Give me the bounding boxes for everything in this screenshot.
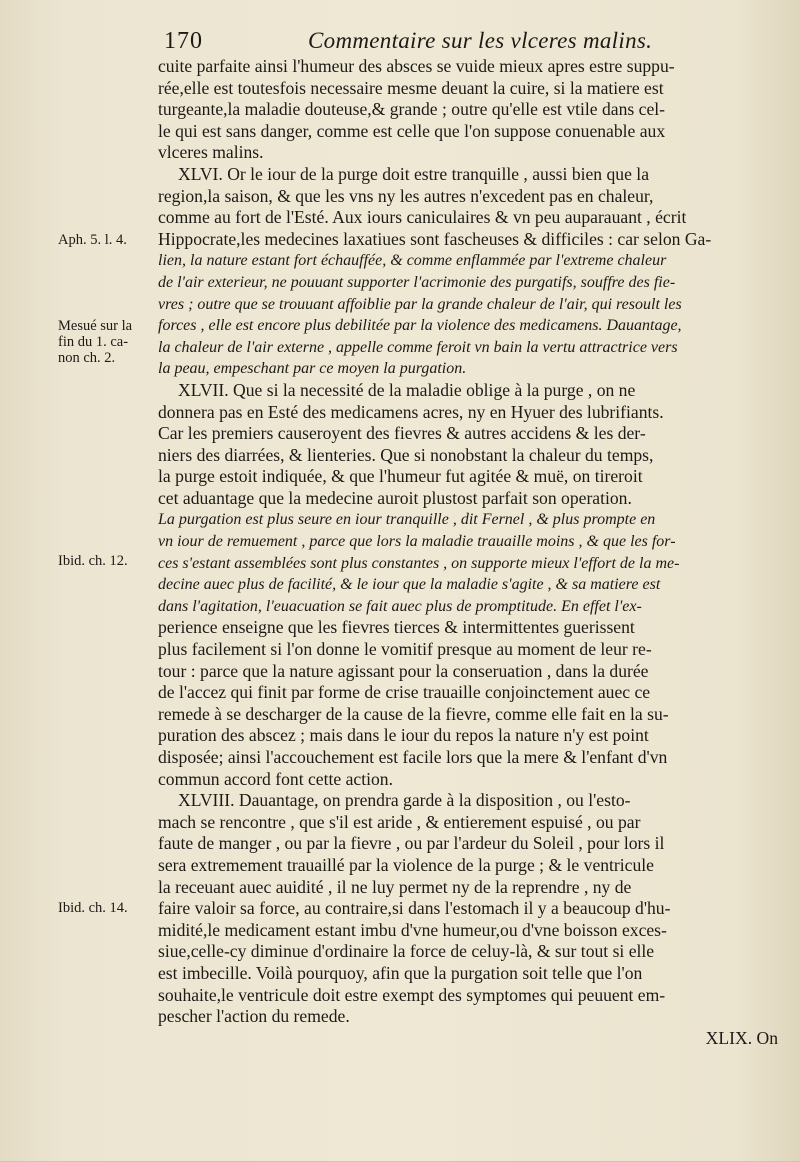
text-line: donnera pas en Esté des medicamens acres, ny en Hyuer des lubrifiants.	[158, 401, 664, 422]
section-heading-line: XLVII. Que si la necessité de la maladie oblige à la purge , on ne	[178, 379, 636, 400]
text-line: la receuant auec auidité , il ne luy permet ny de la reprendre , ny de	[158, 876, 632, 897]
text-line: commun accord font cette action.	[158, 768, 393, 789]
section-heading-line: XLVI. Or le iour de la purge doit estre tranquille , aussi bien que la	[178, 163, 650, 184]
margin-note-aphorism: Aph. 5. l. 4.	[58, 232, 127, 248]
quote-line: vn iour de remuement , parce que lors la maladie trauaille moins , & que les for-	[158, 533, 676, 551]
text-line: comme au fort de l'Esté. Aux iours caniculaires & vn peu auparauant , écrit	[158, 207, 687, 228]
text-line: faute de manger , ou par la fievre , ou par l'ardeur du Soleil , pour lors il	[158, 833, 665, 854]
quote-line: la chaleur de l'air externe , appelle comme feroit vn bain la vertu attractrice vers	[158, 338, 678, 356]
text-line: la purge estoit indiquée, & que l'humeur fut agitée & muë, on tireroit	[158, 466, 643, 487]
text-line: midité,le medicament estant imbu d'vne humeur,ou d'vne boisson exces-	[158, 919, 667, 940]
text-line: sera extremement trauaillé par la violence de la purge ; & le ventricule	[158, 854, 654, 875]
quote-line: dans l'agitation, l'euacuation se fait auec plus de promptitude. En effet l'ex-	[158, 597, 642, 615]
text-line: Hippocrate,les medecines laxatiues sont fascheuses & difficiles : car selon Ga-	[158, 228, 712, 249]
margin-note-mesue-3: non ch. 2.	[58, 350, 116, 366]
quote-line: La purgation est plus seure en iour tranquille , dit Fernel , & plus prompte en	[158, 511, 656, 529]
margin-note-ibid-12: Ibid. ch. 12.	[58, 553, 128, 569]
quote-line: de l'air exterieur, ne pouuant supporter l'acrimonie des purgatifs, souffre des fie-	[158, 273, 676, 291]
section-heading-line: XLVIII. Dauantage, on prendra garde à la disposition , ou l'esto-	[178, 790, 631, 811]
margin-note-ibid-14: Ibid. ch. 14.	[58, 900, 128, 916]
quote-line: forces , elle est encore plus debilitée par la violence des medicamens. Dauantage,	[158, 317, 682, 335]
text-line: rée,elle est toutesfois necessaire mesme deuant la cuire, si la matiere est	[158, 77, 664, 98]
quote-line: lien, la nature estant fort échauffée, & comme enflammée par l'extreme chaleur	[158, 252, 667, 270]
text-line: mach se rencontre , que s'il est aride , & entierement espuisé , ou par	[158, 811, 641, 832]
page-number: 170	[164, 28, 203, 54]
text-line: region,la saison, & que les vns ny les autres n'excedent pas en chaleur,	[158, 185, 654, 206]
text-line: Car les premiers causeroyent des fievres & autres accidens & les der-	[158, 423, 646, 444]
text-line: niers des diarrées, & lienteries. Que si nonobstant la chaleur du temps,	[158, 444, 654, 465]
text-line: disposée; ainsi l'accouchement est facile lors que la mere & l'enfant d'vn	[158, 747, 668, 767]
text-line: faire valoir sa force, au contraire,si dans l'estomach il y a beaucoup d'hu-	[158, 898, 671, 919]
text-line: remede à se descharger de la cause de la fievre, comme elle fait en la su-	[158, 703, 669, 724]
body-text	[158, 56, 778, 1049]
margin-note-mesue-2: fin du 1. ca-	[58, 334, 129, 350]
quote-line: ces s'estant assemblées sont plus constantes , on supporte mieux l'effort de la me-	[158, 554, 680, 572]
text-line: cuite parfaite ainsi l'humeur des absces se vuide mieux apres estre suppu-	[158, 56, 675, 76]
quote-line: vres ; outre que se trouuant affoiblie par la grande chaleur de l'air, qui resoult les	[158, 295, 682, 313]
text-line: de l'accez qui finit par forme de crise trauaille conjoinctement auec ce	[158, 682, 651, 703]
text-line: souhaite,le ventricule doit estre exempt des symptomes qui peuuent em-	[158, 984, 666, 1005]
text-line: tour : parce que la nature agissant pour la conseruation , dans la durée	[158, 660, 649, 681]
text-line: est imbecille. Voilà pourquoy, afin que la purgation soit telle que l'on	[158, 962, 643, 983]
page-header	[160, 28, 780, 58]
text-line: siue,celle-cy diminue d'ordinaire la force de celuy-là, & sur tout si elle	[158, 941, 655, 962]
quote-line: decine auec plus de facilité, & le iour que la maladie s'agite , & sa matiere est	[158, 576, 661, 594]
text-line: plus facilement si l'on donne le vomitif presque au moment de leur re-	[158, 639, 652, 660]
text-line: vlceres malins.	[158, 142, 264, 163]
quote-line: la peau, empeschant par ce moyen la purgation.	[158, 360, 467, 378]
text-line: pescher l'action du remede.	[158, 1006, 350, 1027]
text-line: puration des abscez ; mais dans le iour du repos la nature n'y est point	[158, 725, 649, 746]
text-line: perience enseigne que les fievres tierces & intermittentes guerissent	[158, 617, 635, 638]
running-title: Commentaire sur les vlceres malins.	[308, 28, 653, 53]
catchword: XLIX. On	[705, 1027, 778, 1048]
margin-note-mesue-1: Mesué sur la	[58, 318, 133, 334]
text-line: cet aduantage que la medecine auroit plustost parfait son operation.	[158, 487, 632, 508]
text-line: turgeante,la maladie douteuse,& grande ; outre qu'elle est vtile dans cel-	[158, 99, 666, 120]
text-line: le qui est sans danger, comme est celle que l'on suppose conuenable aux	[158, 120, 666, 141]
